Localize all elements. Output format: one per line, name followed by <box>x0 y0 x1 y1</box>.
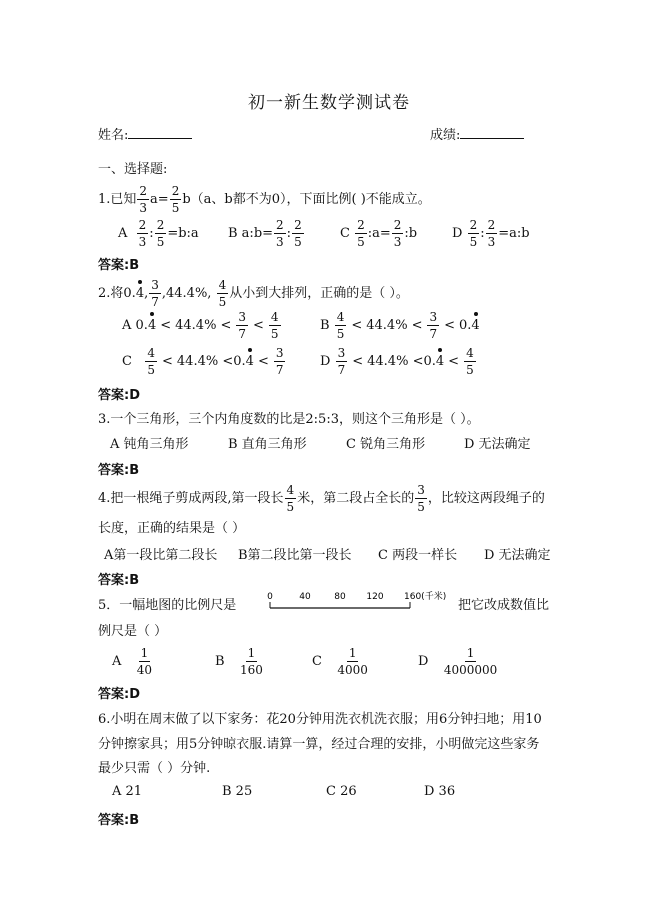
q4-option-a[interactable]: A第一段比第二段长 <box>104 548 218 563</box>
q3-option-a[interactable]: A 钝角三角形 <box>110 437 189 452</box>
ruler-label-4: 160(千米) <box>404 592 447 602</box>
q1-option-b[interactable]: B a:b= $\frac{2}{3}$ : $\frac{2}{5}$ <box>228 218 302 249</box>
q6-stem-line1: 6.小明在周末做了以下家务：花20分钟用洗衣机洗衣服；用6分钟扫地；用10 <box>98 712 542 727</box>
q5-option-a[interactable]: A $\frac{1}{40}$ <box>112 646 153 677</box>
q1-answer: 答案:B <box>98 258 140 273</box>
ruler-label-1: 40 <box>299 592 311 602</box>
q3-option-b[interactable]: B 直角三角形 <box>228 437 307 452</box>
q5-stem-tail: 把它改成数值比 <box>458 598 550 613</box>
q1-option-d[interactable]: D $\frac{2}{5}$ : $\frac{2}{3}$ =a:b <box>452 218 530 249</box>
q4-stem-line2: 长度，正确的结果是（ ） <box>98 521 246 536</box>
q1-stem: 1.已知 $\frac{2}{3}$ a= $\frac{2}{5}$ b（a、b都不为0），下面比例( )不能成立。 <box>98 184 431 215</box>
q6-option-c[interactable]: C 26 <box>326 784 357 799</box>
q5-option-d[interactable]: D $\frac{1}{4000000}$ <box>418 646 498 677</box>
q1-option-a[interactable]: A $\frac{2}{3}$ : $\frac{2}{5}$ =b:a <box>118 218 199 249</box>
q6-stem-line2: 分钟擦家具；用5分钟晾衣服.请算一算，经过合理的安排，小明做完这些家务 <box>98 737 540 752</box>
q6-answer: 答案:B <box>98 813 140 828</box>
ruler-label-0: 0 <box>267 592 273 602</box>
q6-option-d[interactable]: D 36 <box>424 784 456 799</box>
q4-answer: 答案:B <box>98 573 140 588</box>
q6-stem-line3: 最少只需（ ）分钟. <box>98 761 211 776</box>
q2-option-c[interactable]: C $\frac{4}{5}$ < 44.4% <0.4 < $\frac{3}{7}$ <box>122 346 284 377</box>
q2-stem: 2.将0.4, $\frac{3}{7}$ ,44.4%, $\frac{4}{5}$ 从小到大排列，正确的是（ ）。 <box>98 278 409 309</box>
score-label: 成绩: <box>430 128 461 143</box>
name-label: 姓名: <box>98 128 129 143</box>
q4-option-b[interactable]: B第二段比第一段长 <box>238 548 352 563</box>
q3-option-d[interactable]: D 无法确定 <box>464 437 531 452</box>
q5-stem-line2: 例尺是（ ） <box>98 624 168 639</box>
q6-option-b[interactable]: B 25 <box>222 784 253 799</box>
ruler-label-2: 80 <box>334 592 346 602</box>
q1-option-c[interactable]: C $\frac{2}{5}$ :a= $\frac{2}{3}$ :b <box>340 218 418 249</box>
q2-option-b[interactable]: B $\frac{4}{5}$ < 44.4% < $\frac{3}{7}$ < 0.4 <box>320 310 480 341</box>
name-blank[interactable] <box>128 126 192 139</box>
score-field[interactable] <box>430 124 524 143</box>
q2-answer: 答案:D <box>98 388 140 403</box>
name-field[interactable] <box>98 124 192 143</box>
q3-stem: 3.一个三角形，三个内角度数的比是2:5:3，则这个三角形是（ ）。 <box>98 412 480 427</box>
q3-option-c[interactable]: C 锐角三角形 <box>346 437 426 452</box>
scale-ruler <box>266 588 450 614</box>
q4-stem-line1: 4.把一根绳子剪成两段,第一段长 $\frac{4}{5}$ 米，第二段占全长的 $\frac{3}{5}$ ，比较这两段绳子的 <box>98 483 545 514</box>
score-blank[interactable] <box>460 126 524 139</box>
q5-answer: 答案:D <box>98 687 140 702</box>
ruler-label-3: 120 <box>366 592 384 602</box>
q2-option-d[interactable]: D $\frac{3}{7}$ < 44.4% <0.4 < $\frac{4}{5}$ <box>320 346 474 377</box>
q3-answer: 答案:B <box>98 463 140 478</box>
q4-option-c[interactable]: C 两段一样长 <box>378 548 458 563</box>
q4-option-d[interactable]: D 无法确定 <box>484 548 551 563</box>
q5-option-c[interactable]: C $\frac{1}{4000}$ <box>312 646 368 677</box>
q5-stem-prefix: 5．一幅地图的比例尺是 <box>98 598 237 613</box>
section-heading: 一、选择题: <box>98 162 168 177</box>
q5-option-b[interactable]: B $\frac{1}{160}$ <box>215 646 263 677</box>
q6-option-a[interactable]: A 21 <box>112 784 143 799</box>
q2-option-a[interactable]: A 0.4 < 44.4% < $\frac{3}{7}$ < $\frac{4}{5}$ <box>122 310 279 341</box>
page-title: 初一新生数学测试卷 <box>248 93 410 113</box>
